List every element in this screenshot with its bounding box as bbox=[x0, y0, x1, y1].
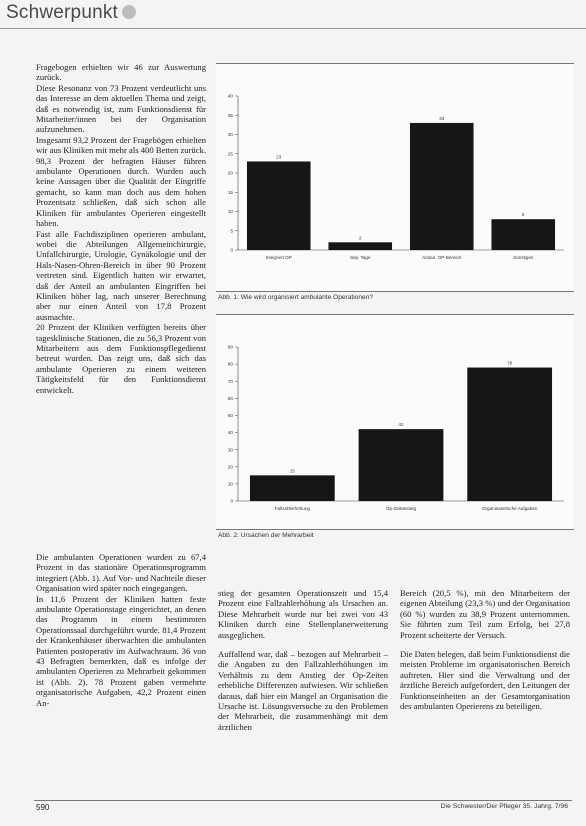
header-rule bbox=[0, 28, 586, 29]
data-label: 42 bbox=[398, 422, 404, 428]
y-tick-label: 20 bbox=[227, 464, 233, 470]
y-tick-label: 90 bbox=[227, 344, 233, 350]
page-number: 590 bbox=[36, 803, 50, 812]
category-label: Integriert OP bbox=[265, 255, 292, 260]
bar bbox=[328, 242, 392, 250]
footer-rule bbox=[34, 800, 572, 801]
data-label: 33 bbox=[439, 115, 445, 121]
category-label: Ambul. OP-Bereich bbox=[422, 255, 462, 260]
bar bbox=[467, 368, 552, 501]
section-dot-icon bbox=[122, 5, 136, 19]
figure-1 bbox=[216, 63, 574, 292]
category-label: Sep. Tage bbox=[349, 255, 371, 260]
bar bbox=[410, 123, 474, 250]
paragraph: Diese Resonanz von 73 Prozent verdeutlicht uns das Interesse an dem aktuellen Thema und zeigt, daß es notwendig ist, zum Funktionsdienst für Mitarbeiter/innen bei der Organisation aufzunehmen. bbox=[36, 82, 206, 135]
category-label: Op-Zeitanstieg bbox=[385, 506, 417, 511]
y-tick-label: 60 bbox=[227, 395, 233, 401]
y-tick-label: 30 bbox=[227, 132, 233, 138]
data-label: 15 bbox=[289, 468, 295, 474]
y-tick-label: 10 bbox=[227, 481, 233, 487]
figure-2 bbox=[216, 314, 574, 530]
category-label: Fallzahlerhöhung bbox=[274, 506, 310, 511]
paragraph: Insgesamt 93,2 Prozent der Fragebögen erhielten wir aus Kliniken mit mehr als 400 Betten zurück. 98,3 Prozent der befragten Häuser führen ambulante Operationen durch. Wurden auch keine Aussagen über die Qualität der Eingriffe gemacht, so kann man doch aus dem hohen Prozentsatz schließen, daß sich schon alle Kliniken für ambulantes Operieren eingestellt haben. bbox=[36, 134, 206, 229]
figure-2-chart bbox=[216, 315, 574, 529]
y-tick-label: 0 bbox=[230, 247, 233, 253]
y-tick-label: 35 bbox=[227, 112, 233, 118]
figure-2-caption: Abb. 2: Ursachen der Mehrarbeit bbox=[218, 532, 314, 539]
bar bbox=[250, 475, 335, 501]
figure-1-caption: Abb. 1: Wie wird organisiert ambulante Operationen? bbox=[218, 294, 374, 301]
section-title: Schwerpunkt bbox=[6, 2, 136, 24]
bar bbox=[359, 429, 444, 501]
y-tick-label: 70 bbox=[227, 378, 233, 384]
bar bbox=[491, 219, 555, 250]
paragraph: Die ambulanten Operationen wurden zu 67,4 Prozent in das stationäre Operationsprogramm integriert (Abb. 1). Auf Vor- und Nachteile dieser Organisation wird später noch eingegangen. bbox=[36, 552, 206, 594]
y-tick-label: 30 bbox=[227, 447, 233, 453]
paragraph: In 11,6 Prozent der Kliniken hatten feste ambulante Operationstage eingerichtet, an denen das Programm in einem bestimmten Operationssaal durchgeführt wurde. 81,4 Prozent der Krankenhäuser überwachten die ambulanten Patienten postoperativ im Aufwachraum. 36 von 43 Befragten bemerkten, daß es infolge der ambulanten Operieren zu Mehrarbeit gekommen ist (Abb. 2). 78 Prozent gaben vermehrte organisatorische Aufgaben, 42,2 Prozent einen An- bbox=[36, 593, 206, 708]
middle-column bbox=[218, 588, 388, 732]
data-label: 8 bbox=[522, 212, 525, 218]
y-tick-label: 25 bbox=[227, 151, 233, 157]
y-tick-label: 5 bbox=[230, 228, 233, 234]
paragraph: Bereich (20,5 %), mit den Mitarbeitern der eigenen Abteilung (23,3 %) und der Organisation (60 %) wurden zu 38,9 Prozent unternommen. Sie führten zum Teil zum Erfolg, bei 27,8 Prozent scheiterte der Versuch. bbox=[400, 588, 570, 640]
figure-1-chart bbox=[216, 64, 574, 291]
right-column bbox=[400, 588, 570, 711]
data-label: 78 bbox=[507, 360, 513, 366]
data-label: 2 bbox=[359, 235, 362, 241]
y-tick-label: 10 bbox=[227, 209, 233, 215]
paragraph: Fragebogen erhielten wir 46 zur Auswertung zurück. bbox=[36, 62, 206, 83]
category-label: Organisatorische Aufgaben bbox=[481, 506, 538, 511]
paragraph: stieg der gesamten Operationszeit und 15,4 Prozent eine Fallzahlerhöhung als Ursachen an. Diese Mehrarbeit wurde nur bei zwei von 43 Kliniken durch eine Stellenplanerweiterung ausgeglichen. bbox=[218, 588, 388, 640]
category-label: Sonstiges bbox=[513, 255, 534, 260]
left-column-top bbox=[36, 62, 206, 395]
paragraph: Auffallend war, daß – bezogen auf Mehrarbeit – die Angaben zu den Fallzahlerhöhungen im Verhältnis zu dem Anstieg der Op-Zeiten erhebliche Differenzen aufwiesen. Wir schließen daraus, daß hier ein Mangel an Organisation die Ursache ist. Lösungsversuche zu den Problemen der Mehrarbeit, die zusammenhängt mit dem ärztlichen bbox=[218, 649, 388, 732]
y-tick-label: 80 bbox=[227, 361, 233, 367]
journal-footer: Die Schwester/Der Pfleger 35. Jahrg. 7/96 bbox=[440, 803, 568, 810]
y-tick-label: 15 bbox=[227, 189, 233, 195]
data-label: 23 bbox=[276, 154, 282, 160]
y-tick-label: 0 bbox=[230, 498, 233, 504]
y-tick-label: 50 bbox=[227, 413, 233, 419]
paragraph: 20 Prozent der Kliniken verfügten bereits über tagesklinische Stationen, die zu 56,3 Prozent von Mitarbeitern aus dem Funktionspflegedienst betreut wurden. Das zeigt uns, daß sich das ambulante Operieren zu einem weiteren Tätigkeitsfeld für den Funktionsdienst entwickelt. bbox=[36, 322, 206, 395]
y-tick-label: 20 bbox=[227, 170, 233, 176]
y-tick-label: 40 bbox=[227, 430, 233, 436]
y-tick-label: 40 bbox=[227, 93, 233, 99]
paragraph: Fast alle Fachdisziplinen operieren ambulant, wobei die Abteilungen Allgemeinchirurgie, Unfallchirurgie, Urologie, Gynäkologie und der Hals-Nasen-Ohren-Bereich in über 90 Prozent vertreten sind. Eigentlich hatten wir erwartet, daß der Anteil an ambulanten Eingriffen bei Kliniken höher lag, nach unserer Berechnung aber nur einen Anteil von 17,8 Prozent ausmachte. bbox=[36, 228, 206, 322]
paragraph: Die Daten belegen, daß beim Funktionsdienst die meisten Probleme im organisatorischen Bereich auftreten. Hier sind die Verwaltung und der ärztliche Bereich aufgefordert, den Leitungen der Funktionseinheiten an der Gesamtorganisation des ambulanten Operierens zu beteiligen. bbox=[400, 649, 570, 712]
left-column-bottom bbox=[36, 552, 206, 708]
bar bbox=[247, 161, 311, 250]
